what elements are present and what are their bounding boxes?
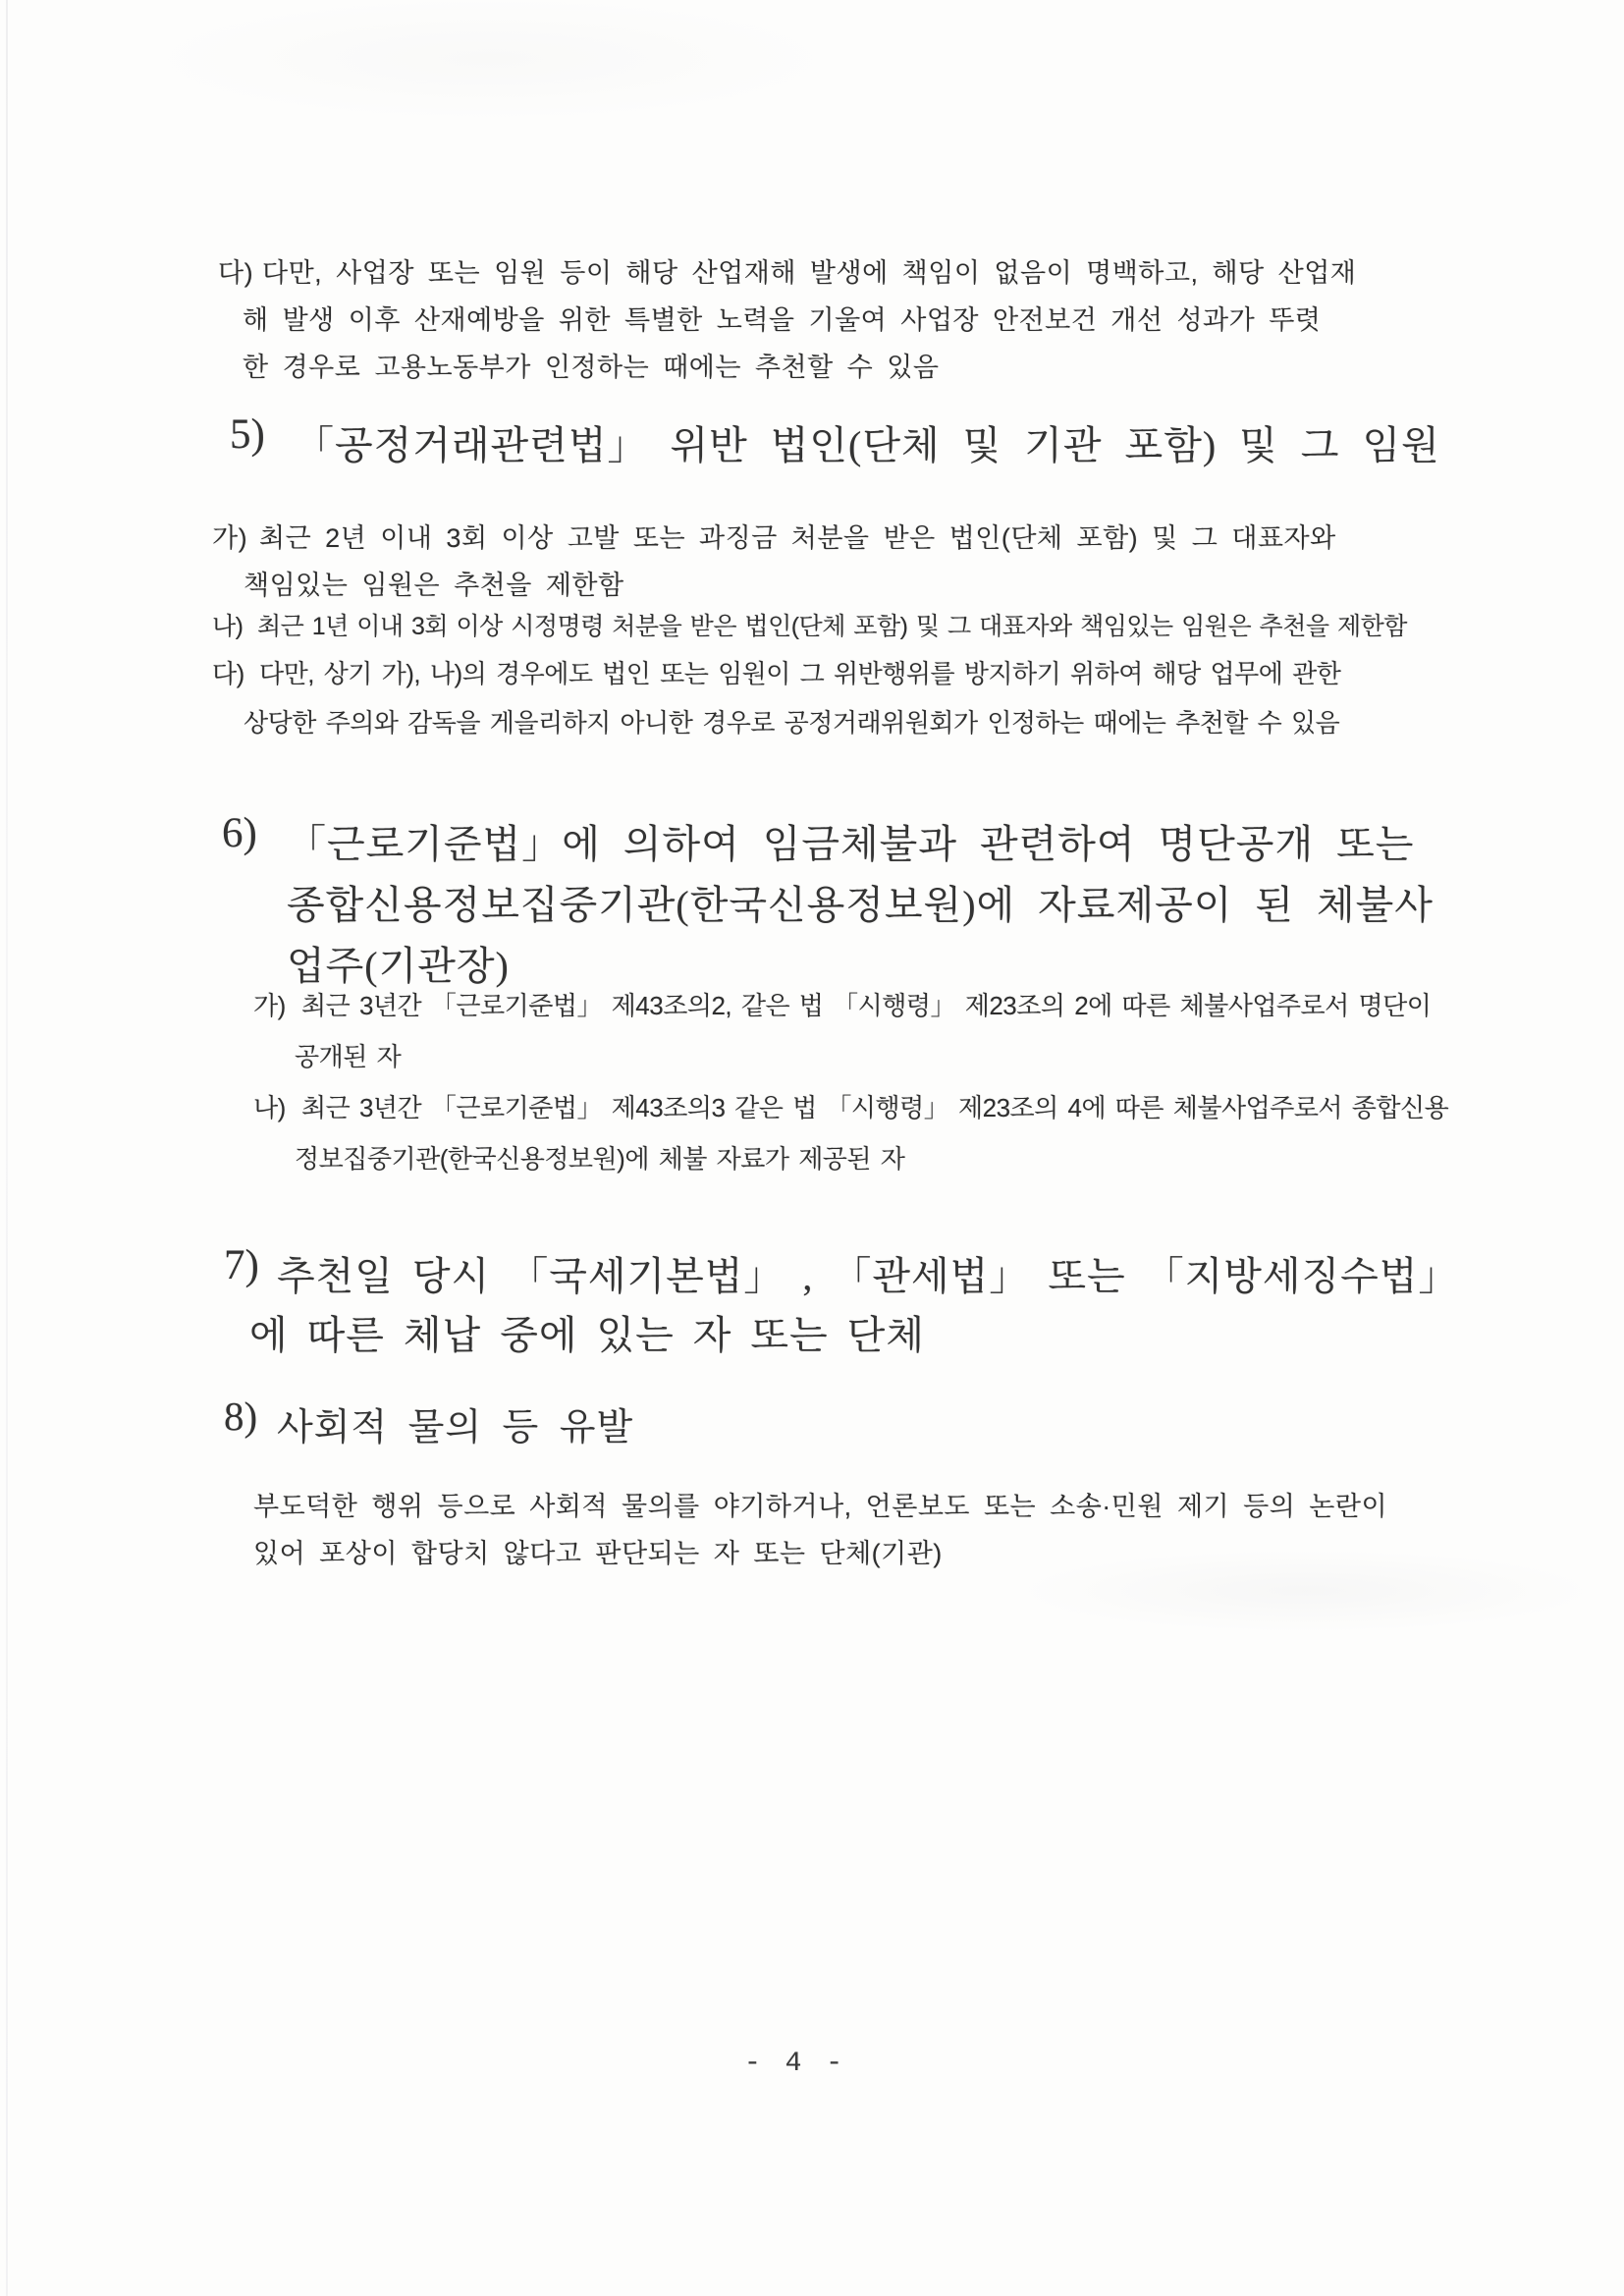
item-marker: 다)	[212, 659, 244, 688]
item-line: 상당한 주의와 감독을 게을리하지 아니한 경우로 공정거래위원회가 인정하는 때에는 추천할 수 있음	[244, 708, 1340, 738]
section-7-number: 7)	[224, 1242, 259, 1288]
item-line: 공개된 자	[295, 1042, 402, 1071]
section-6-number: 6)	[222, 810, 257, 856]
section-5-title: 「공정거래관련법」 위반 법인(단체 및 기관 포함) 및 그 임원	[295, 423, 1440, 467]
section-8-number: 8)	[224, 1394, 258, 1439]
page-number: - 4 -	[744, 2049, 847, 2079]
item-line: 최근 2년 이내 3회 이상 고발 또는 과징금 처분을 받은 법인(단체 포함) 및 그 대표자와	[259, 523, 1336, 553]
item-line: 정보집중기관(한국신용정보원)에 체불 자료가 제공된 자	[295, 1144, 905, 1174]
scan-edge-artifact	[6, 0, 8, 2296]
section-6-title-line: 종합신용정보집중기관(한국신용정보원)에 자료제공이 된 체불사	[287, 883, 1434, 927]
item-line: 최근 1년 이내 3회 이상 시정명령 처분을 받은 법인(단체 포함) 및 그 대표자와 책임있는 임원은 추천을 제한함	[257, 613, 1407, 640]
clause-da-top-marker: 다)	[218, 258, 254, 288]
section-6-title-line: 「근로기준법」에 의하여 임금체불과 관련하여 명단공개 또는	[287, 822, 1415, 866]
item-marker: 가)	[253, 991, 286, 1020]
item-marker: 나)	[253, 1093, 286, 1122]
item-marker: 가)	[212, 523, 248, 553]
paragraph-line: 있어 포상이 합당치 않다고 판단되는 자 또는 단체(기관)	[253, 1539, 943, 1568]
item-line: 최근 3년간 「근로기준법」 제43조의3 같은 법 「시행령」 제23조의 4에 따른 체불사업주로서 종합신용	[301, 1093, 1449, 1122]
section-6-title-line: 업주(기관장)	[287, 944, 510, 988]
section-7-title-line: 추천일 당시 「국세기본법」 , 「관세법」 또는 「지방세징수법」	[277, 1254, 1459, 1298]
clause-da-top-line: 한 경우로 고용노동부가 인정하는 때에는 추천할 수 있음	[243, 353, 940, 382]
clause-da-top-line: 해 발생 이후 산재예방을 위한 특별한 노력을 기울여 사업장 안전보건 개선 성과가 뚜렷	[243, 305, 1322, 335]
section-8-title: 사회적 물의 등 유발	[277, 1407, 634, 1449]
item-line: 최근 3년간 「근로기준법」 제43조의2, 같은 법 「시행령」 제23조의 2에 따른 체불사업주로서 명단이	[301, 991, 1432, 1020]
item-line: 다만, 상기 가), 나)의 경우에도 법인 또는 임원이 그 위반행위를 방지하기 위하여 해당 업무에 관한	[259, 659, 1341, 688]
section-5-number: 5)	[230, 411, 265, 458]
clause-da-top-line: 다만, 사업장 또는 임원 등이 해당 산업재해 발생에 책임이 없음이 명백하고, 해당 산업재	[262, 258, 1357, 288]
item-line: 책임있는 임원은 추천을 제한함	[244, 571, 624, 600]
section-7-title-line: 에 따른 체납 중에 있는 자 또는 단체	[249, 1313, 925, 1357]
paragraph-line: 부도덕한 행위 등으로 사회적 물의를 야기하거나, 언론보도 또는 소송·민원 제기 등의 논란이	[253, 1492, 1388, 1521]
item-marker: 나)	[212, 613, 244, 640]
